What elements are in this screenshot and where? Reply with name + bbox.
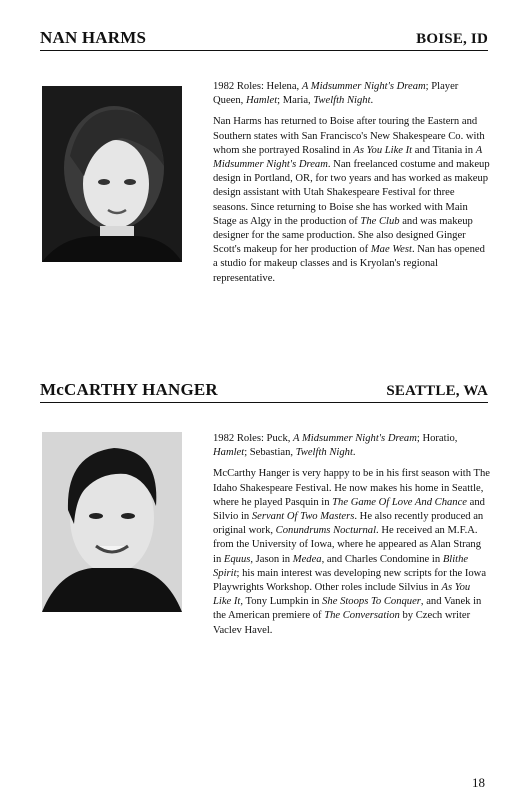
actor-photo bbox=[42, 432, 182, 612]
text-segment: , Jason in bbox=[250, 553, 293, 565]
text-segment: ; his main interest was developing new scripts for the Iowa Playwrights Workshop. Other roles include Silvius in bbox=[213, 567, 487, 594]
page-number: 18 bbox=[472, 775, 485, 790]
actor-bio-2 bbox=[213, 432, 491, 645]
roles-paragraph bbox=[213, 432, 491, 460]
title-text: Conundrums Nocturnal bbox=[275, 525, 377, 537]
text-segment: . Nan has opened a studio for makeup classes and is Kryolan's regional representative. bbox=[213, 244, 485, 284]
roles-paragraph bbox=[213, 80, 491, 108]
actor-location: BOISE, ID bbox=[416, 31, 488, 47]
text-segment: ; Horatio, bbox=[416, 433, 458, 444]
text-segment: . bbox=[352, 447, 356, 459]
title-text: The Game Of Love And Chance bbox=[332, 496, 468, 508]
profile-header-1 bbox=[40, 28, 488, 51]
title-text: Blithe Spirit bbox=[213, 553, 469, 579]
text-segment: by Czech writer Vaclev Havel. bbox=[213, 610, 471, 636]
text-segment: ; Maria, bbox=[277, 95, 314, 107]
text-segment: McCarthy Hanger is very happy to be in his first season with The Idaho Shakespeare Festival. He now makes his home in Seattle, where he played Pasquin in bbox=[213, 468, 490, 508]
title-text: Servant Of Two Masters bbox=[251, 511, 355, 523]
text-segment: , and Vanek in the American premiere of bbox=[213, 596, 482, 622]
title-text: Twelfth Night bbox=[295, 447, 353, 459]
actor-name: McCARTHY HANGER bbox=[40, 380, 218, 399]
text-segment: and was makeup designer for the same production. She also designed Ginger Scott's makeup for her production of bbox=[213, 215, 473, 256]
title-text: Mae West bbox=[370, 244, 412, 256]
title-text: Twelfth Night bbox=[313, 95, 371, 107]
title-text: A Midsummer Night's Dream bbox=[293, 433, 417, 444]
bio-paragraph bbox=[213, 467, 491, 637]
text-segment: . He also recently produced an original work, bbox=[213, 511, 484, 537]
text-segment: 1982 Roles: Puck, bbox=[213, 433, 294, 444]
title-text: Medea bbox=[292, 553, 322, 565]
text-segment: , and Charles Condomine in bbox=[321, 553, 443, 565]
portrait-man-image bbox=[42, 432, 182, 612]
text-segment: and Titania in bbox=[412, 144, 476, 156]
title-text: Hamlet bbox=[213, 447, 245, 459]
title-text: She Stoops To Conquer bbox=[322, 596, 421, 608]
actor-name: NAN HARMS bbox=[40, 28, 147, 47]
text-segment: ; Player Queen, bbox=[213, 81, 459, 107]
title-text: As You Like It bbox=[353, 144, 413, 156]
text-segment: Nan Harms has returned to Boise after touring the Eastern and Southern states with San Francisco's New Shakespeare Co. with whom she portrayed Rosalind in bbox=[213, 116, 485, 156]
title-text: A Midsummer Night's Dream bbox=[301, 81, 426, 92]
text-segment: and Silvio in bbox=[213, 496, 485, 523]
text-segment: ; Sebastian, bbox=[244, 447, 296, 459]
title-text: As You Like It bbox=[213, 582, 471, 608]
text-segment: , Tony Lumpkin in bbox=[240, 596, 323, 608]
title-text: The Club bbox=[360, 215, 400, 227]
title-text: Equus bbox=[223, 553, 251, 565]
title-text: A Midsummer Night's Dream bbox=[213, 144, 482, 171]
text-segment: . He received an M.F.A. from the University of Iowa, where he appeared as Alan Strang in bbox=[213, 525, 481, 565]
text-segment: . Nan freelanced costume and makeup design in Portland, OR, for two years and has worked as makeup design assistant with Utah Shakespeare Festival for three seasons. Since returning to Boise she has worked with Main Stage as Algy in the production of bbox=[213, 159, 490, 227]
bio-paragraph bbox=[213, 115, 491, 285]
portrait-woman-image bbox=[42, 86, 182, 262]
text-segment: . bbox=[370, 95, 374, 107]
actor-bio-1 bbox=[213, 80, 491, 293]
title-text: Hamlet bbox=[245, 95, 278, 107]
actor-photo bbox=[42, 86, 182, 262]
text-segment: 1982 Roles: Helena, bbox=[213, 81, 302, 92]
profile-header-2 bbox=[40, 380, 488, 403]
actor-location: SEATTLE, WA bbox=[386, 383, 488, 399]
title-text: The Conversation bbox=[324, 610, 400, 622]
